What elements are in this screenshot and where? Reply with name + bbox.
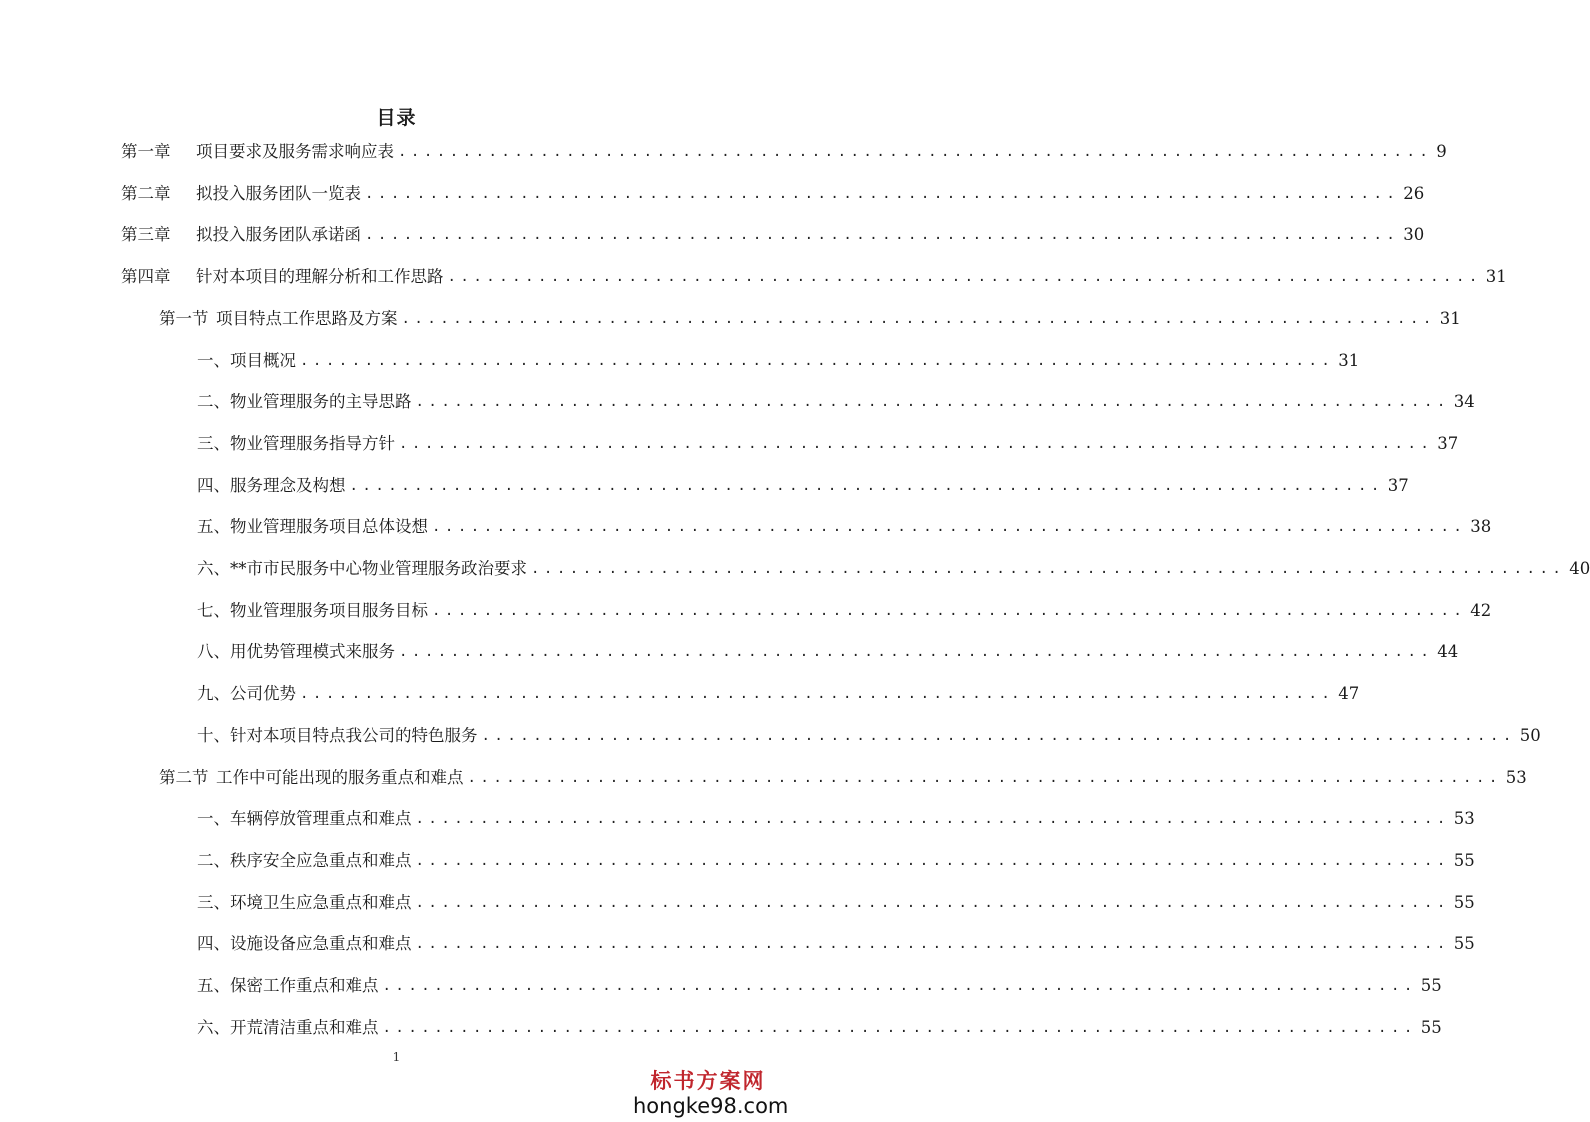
toc-entry-page: 26 xyxy=(1403,183,1425,203)
toc-entry-page: 55 xyxy=(1453,850,1475,870)
toc-entry-title: 拟投入服务团队承诺函 xyxy=(196,225,361,245)
toc-entry[interactable] xyxy=(197,425,1459,463)
toc-entry-page: 30 xyxy=(1403,225,1425,245)
toc-entry-title: 二、秩序安全应急重点和难点 xyxy=(197,850,412,870)
toc-entry[interactable] xyxy=(197,800,1475,838)
toc-entry-page: 37 xyxy=(1387,475,1409,495)
watermark-title: 标书方案网 xyxy=(650,1068,766,1093)
toc-entry-title: 三、物业管理服务指导方针 xyxy=(197,433,395,453)
toc-entry-title: 六、**市市民服务中心物业管理服务政治要求 xyxy=(197,559,527,578)
toc-entry-page: 9 xyxy=(1436,142,1447,161)
toc-dot-leader: ................................................................................ xyxy=(398,144,1433,160)
toc-entry-page: 37 xyxy=(1437,433,1459,453)
toc-dot-leader: ................................................................................ xyxy=(432,602,1467,619)
toc-entry-page: 50 xyxy=(1519,725,1541,745)
page-number: 1 xyxy=(392,1050,401,1064)
toc-entry-title: 八、用优势管理模式来服务 xyxy=(197,642,395,662)
toc-entry-title: 工作中可能出现的服务重点和难点 xyxy=(216,767,464,787)
toc-dot-leader: ................................................................................ xyxy=(447,269,1482,286)
toc-entry[interactable] xyxy=(197,925,1475,963)
toc-entry[interactable] xyxy=(197,633,1459,671)
toc-entry-title: 三、环境卫生应急重点和难点 xyxy=(197,892,412,912)
toc-dot-leader: ................................................................................ xyxy=(382,1019,1417,1036)
toc-dot-leader: ................................................................................ xyxy=(415,936,1450,953)
watermark-logo xyxy=(633,1068,789,1118)
toc-entry-title: 二、物业管理服务的主导思路 xyxy=(197,392,412,412)
toc-entry-number: 第三章 xyxy=(121,225,171,245)
toc-entry-title: 四、设施设备应急重点和难点 xyxy=(197,934,412,954)
toc-entry-page: 42 xyxy=(1470,600,1492,620)
toc-dot-leader: ................................................................................ xyxy=(349,477,1384,494)
toc-dot-leader: ................................................................................ xyxy=(399,644,1434,661)
toc-entry-page: 44 xyxy=(1437,642,1459,662)
toc-entry-number: 第四章 xyxy=(121,267,171,287)
toc-entry-page: 53 xyxy=(1505,767,1527,787)
toc-dot-leader: ................................................................................ xyxy=(432,519,1467,536)
toc-entry[interactable] xyxy=(197,675,1360,713)
toc-entry[interactable] xyxy=(197,1009,1442,1047)
toc-entry-title: 针对本项目的理解分析和工作思路 xyxy=(196,267,444,287)
toc-entry[interactable] xyxy=(121,258,1507,296)
toc-entry[interactable] xyxy=(197,550,1590,588)
toc-entry-title: 五、物业管理服务项目总体设想 xyxy=(197,517,428,537)
toc-entry-title: 九、公司优势 xyxy=(197,684,296,704)
toc-dot-leader: ................................................................................ xyxy=(415,852,1450,869)
toc-entry[interactable] xyxy=(197,592,1492,630)
toc-entry-title: 项目要求及服务需求响应表 xyxy=(196,142,394,161)
toc-entry[interactable] xyxy=(197,342,1360,380)
toc-entry-page: 40 xyxy=(1569,559,1590,578)
toc-entry-page: 47 xyxy=(1338,684,1360,704)
toc-entry-title: 五、保密工作重点和难点 xyxy=(197,976,379,995)
toc-entry-title: 一、项目概况 xyxy=(197,350,296,370)
toc-entry[interactable] xyxy=(121,175,1425,213)
toc-entry-number: 第二章 xyxy=(121,183,171,203)
toc-entry-page: 55 xyxy=(1420,1017,1442,1037)
toc-dot-leader: ................................................................................ xyxy=(401,310,1436,327)
toc-entry[interactable] xyxy=(159,300,1461,338)
toc-dot-leader: ................................................................................ xyxy=(415,394,1450,411)
toc-entry[interactable] xyxy=(197,842,1475,880)
toc-entry-title: 拟投入服务团队一览表 xyxy=(196,183,361,203)
toc-dot-leader: ................................................................................ xyxy=(300,352,1335,369)
toc-dot-leader: ................................................................................ xyxy=(467,769,1502,786)
toc-dot-leader: ................................................................................ xyxy=(399,435,1434,452)
toc-entry[interactable] xyxy=(121,133,1447,171)
toc-entry[interactable] xyxy=(197,884,1475,922)
toc-entry[interactable] xyxy=(197,467,1409,505)
toc-entry[interactable] xyxy=(197,508,1492,546)
toc-entry[interactable] xyxy=(159,759,1527,797)
toc-entry-page: 55 xyxy=(1453,892,1475,912)
toc-entry-page: 31 xyxy=(1439,308,1461,328)
toc-dot-leader: ................................................................................ xyxy=(300,686,1335,703)
watermark-url: hongke98.com xyxy=(633,1094,789,1118)
toc-entry-page: 31 xyxy=(1485,267,1507,287)
toc-dot-leader: ................................................................................ xyxy=(365,185,1400,202)
toc-entry[interactable] xyxy=(197,717,1541,755)
toc-entry-number: 第一章 xyxy=(121,142,171,161)
toc-dot-leader: ................................................................................ xyxy=(415,894,1450,911)
toc-entry[interactable] xyxy=(197,383,1475,421)
toc-entry-page: 34 xyxy=(1453,392,1475,412)
toc-entry-page: 53 xyxy=(1453,809,1475,829)
toc-dot-leader: ................................................................................ xyxy=(481,727,1516,744)
toc-entry-page: 55 xyxy=(1453,934,1475,954)
toc-entry-title: 七、物业管理服务项目服务目标 xyxy=(197,600,428,620)
toc-dot-leader: ................................................................................ xyxy=(382,978,1417,994)
toc-entry-number: 第二节 xyxy=(159,767,209,787)
toc-entry[interactable] xyxy=(197,967,1442,1005)
toc-entry-page: 38 xyxy=(1470,517,1492,537)
toc-entry-title: 四、服务理念及构想 xyxy=(197,475,346,495)
toc-entry-title: 项目特点工作思路及方案 xyxy=(216,308,398,328)
toc-dot-leader: ................................................................................ xyxy=(415,811,1450,828)
toc-entry-page: 55 xyxy=(1420,976,1442,995)
toc-entry[interactable] xyxy=(121,216,1425,254)
toc-dot-leader: ................................................................................ xyxy=(531,561,1566,577)
toc-entry-title: 一、车辆停放管理重点和难点 xyxy=(197,809,412,829)
toc-entry-title: 六、开荒清洁重点和难点 xyxy=(197,1017,379,1037)
toc-title: 目录 xyxy=(376,107,417,129)
toc-entry-number: 第一节 xyxy=(159,308,209,328)
toc-entry-page: 31 xyxy=(1338,350,1360,370)
toc-entry-title: 十、针对本项目特点我公司的特色服务 xyxy=(197,725,478,745)
toc-dot-leader: ................................................................................ xyxy=(365,227,1400,244)
